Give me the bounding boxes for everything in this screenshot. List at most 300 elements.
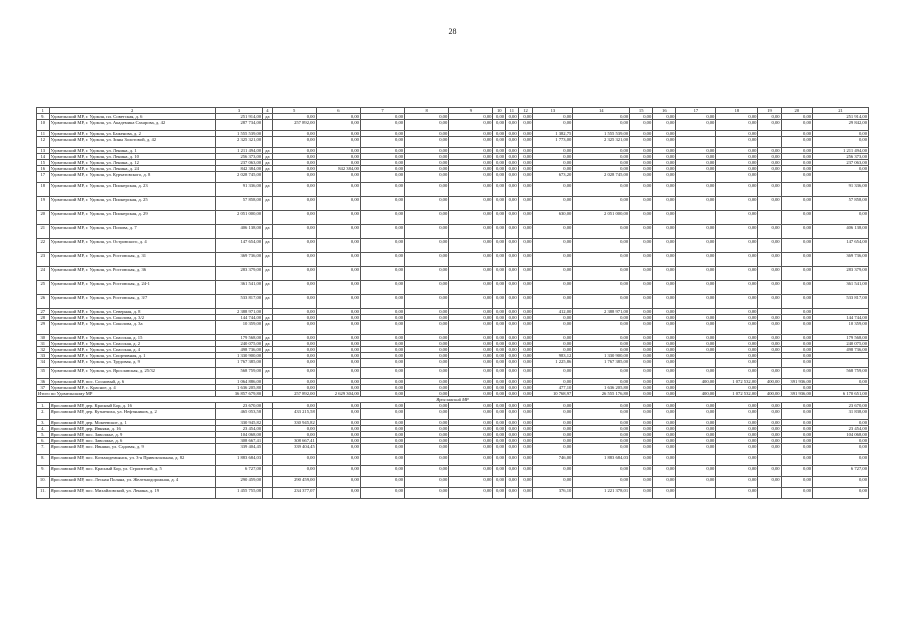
- table-cell: 0,00: [405, 114, 449, 120]
- table-row: [37, 359, 869, 368]
- table-cell: 0,00: [272, 385, 316, 391]
- table-cell: 0,00: [781, 160, 813, 166]
- table-cell: 0,00: [360, 253, 404, 267]
- table-cell: 0,00: [813, 211, 869, 225]
- table-cell: 0,00: [405, 148, 449, 154]
- table-cell: 0,00: [533, 239, 573, 253]
- table-cell: 0,00: [653, 455, 676, 466]
- table-cell: 308 667,41: [215, 438, 262, 444]
- total-cell: 1 072 532,00: [716, 391, 758, 397]
- table-cell: [758, 172, 781, 183]
- table-cell: 0,00: [630, 315, 653, 321]
- address-cell: Удомельский МР, г. Удомля, ул. Северная, д. 8: [49, 309, 215, 315]
- address-cell: Ярославский МР, пос. Заволжье, д. 9: [49, 432, 215, 438]
- total-cell: 0,00: [653, 391, 676, 397]
- table-cell: 0,00: [676, 166, 716, 172]
- table-cell: 251 914,00: [215, 114, 262, 120]
- table-cell: 0,00: [533, 420, 573, 426]
- table-cell: 6.: [37, 438, 50, 444]
- table-cell: 0,00: [653, 409, 676, 420]
- table-cell: 0,00: [272, 148, 316, 154]
- table-cell: 0,00: [653, 438, 676, 444]
- table-cell: 0,00: [506, 120, 519, 131]
- table-cell: 0,00: [272, 341, 316, 347]
- table-cell: 0,00: [506, 426, 519, 432]
- address-cell: Удомельский МР, г. Удомля, ул. Пионерская, д. 29: [49, 211, 215, 225]
- table-row: [37, 444, 869, 455]
- table-cell: 0,00: [630, 444, 653, 455]
- table-cell: 0,00: [316, 172, 360, 183]
- table-cell: 0,00: [653, 353, 676, 359]
- table-cell: 0,00: [781, 368, 813, 379]
- table-cell: 0,00: [493, 444, 506, 455]
- table-cell: 0,00: [758, 253, 781, 267]
- table-cell: 0,00: [449, 426, 493, 432]
- address-cell: Удомельский МР, г. Удомля, ул. Пионерская, д. 23: [49, 183, 215, 197]
- table-row: [37, 488, 869, 499]
- address-cell: Удомельский МР, с. Красное, д. 4: [49, 385, 215, 391]
- address-cell: Удомельский МР, г. Удомля, ул. Островского, д. 4: [49, 239, 215, 253]
- table-cell: 0,00: [533, 466, 573, 477]
- table-cell: 0,00: [493, 347, 506, 353]
- table-cell: 31 838,00: [813, 409, 869, 420]
- table-cell: 0,00: [676, 120, 716, 131]
- table-cell: 26: [37, 295, 50, 309]
- table-cell: 0,00: [493, 309, 506, 315]
- table-cell: 0,00: [493, 197, 506, 211]
- table-cell: 2 028 745,00: [215, 172, 262, 183]
- table-cell: 0,00: [360, 225, 404, 239]
- table-cell: 0,00: [405, 315, 449, 321]
- column-number: 20: [781, 108, 813, 114]
- table-cell: 0,00: [405, 197, 449, 211]
- table-cell: 0,00: [653, 420, 676, 426]
- table-cell: 147 654,00: [813, 239, 869, 253]
- table-cell: 0,00: [493, 131, 506, 137]
- table-cell: 0,00: [573, 160, 630, 166]
- column-number: 18: [716, 108, 758, 114]
- table-row: [37, 172, 869, 183]
- table-cell: 0,00: [630, 211, 653, 225]
- table-cell: 0,00: [653, 341, 676, 347]
- table-cell: [676, 488, 716, 499]
- table-cell: 104 068,00: [813, 432, 869, 438]
- table-cell: 13: [37, 148, 50, 154]
- table-cell: 0,00: [716, 183, 758, 197]
- table-cell: 0,00: [781, 315, 813, 321]
- table-cell: [263, 444, 272, 455]
- table-cell: 400,00: [758, 379, 781, 385]
- table-cell: 0,00: [316, 197, 360, 211]
- table-cell: 0,00: [316, 432, 360, 438]
- column-number: 14: [573, 108, 630, 114]
- table-cell: 1 064 886,00: [215, 379, 262, 385]
- table-cell: 0,00: [676, 444, 716, 455]
- address-cell: Удомельский МР, пос. Сосновый, д. 6: [49, 379, 215, 385]
- table-cell: 0,00: [449, 321, 493, 335]
- table-cell: 2 051 000,00: [215, 211, 262, 225]
- page-number: 28: [448, 27, 457, 36]
- table-cell: 22: [37, 239, 50, 253]
- table-cell: 0,00: [758, 420, 781, 426]
- table-cell: 0,00: [716, 347, 758, 353]
- table-cell: 0,00: [506, 385, 519, 391]
- table-cell: 1 330 900,00: [215, 353, 262, 359]
- table-cell: 104 068,00: [215, 432, 262, 438]
- table-cell: 0,00: [716, 160, 758, 166]
- table-cell: 0,00: [533, 426, 573, 432]
- table-cell: 0,00: [630, 281, 653, 295]
- table-cell: 0,00: [316, 154, 360, 160]
- table-cell: 0,00: [360, 267, 404, 281]
- table-cell: 0,00: [573, 166, 630, 172]
- table-cell: 0,00: [360, 120, 404, 131]
- table-cell: [263, 172, 272, 183]
- table-cell: 0,00: [716, 438, 758, 444]
- table-cell: 0,00: [781, 432, 813, 438]
- table-cell: 0,00: [573, 154, 630, 160]
- table-row: [37, 477, 869, 488]
- table-cell: 630,00: [533, 211, 573, 225]
- table-cell: да: [263, 197, 272, 211]
- table-cell: 0,00: [518, 444, 533, 455]
- table-cell: 0,00: [781, 120, 813, 131]
- address-cell: Ярославский МР, пос. Ивняки, ул. Садовая, д. 9: [49, 444, 215, 455]
- table-cell: 0,00: [316, 368, 360, 379]
- table-cell: 0,00: [449, 211, 493, 225]
- table-cell: 0,00: [360, 239, 404, 253]
- table-cell: 0,00: [653, 239, 676, 253]
- table-cell: 0,00: [653, 315, 676, 321]
- table-cell: 0,00: [653, 295, 676, 309]
- table-cell: 0,00: [360, 359, 404, 368]
- table-cell: 0,00: [518, 154, 533, 160]
- table-cell: 406 138,00: [813, 225, 869, 239]
- table-cell: 0,00: [573, 114, 630, 120]
- table-cell: 57 858,00: [813, 197, 869, 211]
- table-cell: 0,00: [781, 341, 813, 347]
- table-cell: 0,00: [518, 403, 533, 409]
- table-cell: 0,00: [449, 295, 493, 309]
- table-row: [37, 295, 869, 309]
- table-cell: 0,00: [493, 335, 506, 341]
- table-cell: 0,00: [533, 197, 573, 211]
- table-cell: 2 388 971,00: [573, 309, 630, 315]
- total-cell: 257 892,00: [272, 391, 316, 397]
- table-cell: 0,00: [360, 409, 404, 420]
- table-cell: 0,00: [781, 403, 813, 409]
- table-cell: 0,00: [653, 488, 676, 499]
- table-cell: 0,00: [716, 455, 758, 466]
- table-cell: 0,00: [573, 403, 630, 409]
- table-cell: 1 455 755,08: [215, 488, 262, 499]
- table-cell: 0,00: [758, 341, 781, 347]
- table-cell: 25: [37, 281, 50, 295]
- table-cell: 842 384,00: [215, 166, 262, 172]
- table-cell: 0,00: [405, 353, 449, 359]
- total-cell: 0,00: [518, 391, 533, 397]
- table-cell: 0,00: [360, 455, 404, 466]
- table-cell: 0,00: [716, 309, 758, 315]
- table-cell: 0,00: [518, 137, 533, 148]
- table-cell: 0,00: [630, 114, 653, 120]
- table-cell: 0,00: [758, 321, 781, 335]
- table-cell: 0,00: [493, 403, 506, 409]
- table-cell: 0,00: [716, 466, 758, 477]
- table-cell: 0,00: [316, 160, 360, 166]
- table-cell: 2 028 745,00: [573, 172, 630, 183]
- table-cell: 0,00: [653, 172, 676, 183]
- table-cell: 0,00: [716, 172, 758, 183]
- table-row: [37, 267, 869, 281]
- table-cell: 0,00: [518, 160, 533, 166]
- table-cell: 37: [37, 385, 50, 391]
- table-cell: 0,00: [533, 444, 573, 455]
- table-cell: 0,00: [676, 160, 716, 166]
- table-cell: 0,00: [758, 225, 781, 239]
- table-cell: 0,00: [272, 183, 316, 197]
- table-cell: 11.: [37, 488, 50, 499]
- table-cell: [813, 172, 869, 183]
- table-cell: 23 454,00: [813, 426, 869, 432]
- table-cell: 533 817,00: [813, 295, 869, 309]
- table-cell: 0,00: [676, 341, 716, 347]
- table-cell: 465 053,58: [215, 409, 262, 420]
- table-cell: 0,00: [493, 321, 506, 335]
- table-row: [37, 137, 869, 148]
- table-cell: 0,00: [630, 455, 653, 466]
- table-cell: 0,00: [316, 353, 360, 359]
- table-cell: 0,00: [758, 183, 781, 197]
- table-cell: 0,00: [493, 477, 506, 488]
- total-cell: 400,00: [676, 391, 716, 397]
- table-cell: 0,00: [506, 347, 519, 353]
- table-cell: 0,00: [506, 341, 519, 347]
- table-cell: 0,00: [405, 267, 449, 281]
- table-cell: 0,00: [573, 315, 630, 321]
- table-cell: 0,00: [316, 253, 360, 267]
- table-cell: 400,00: [676, 379, 716, 385]
- table-cell: 1 211 494,00: [813, 148, 869, 154]
- table-cell: 0,00: [506, 335, 519, 341]
- table-cell: 0,00: [493, 225, 506, 239]
- table-cell: 0,00: [573, 253, 630, 267]
- table-cell: 369 736,00: [813, 253, 869, 267]
- table-row: [37, 225, 869, 239]
- table-cell: 0,00: [493, 148, 506, 154]
- table-cell: 0,00: [506, 438, 519, 444]
- table-cell: 0,00: [653, 131, 676, 137]
- table-cell: 0,00: [316, 347, 360, 353]
- table-cell: 0,00: [676, 239, 716, 253]
- table-cell: [263, 488, 272, 499]
- table-cell: 0,00: [506, 353, 519, 359]
- table-cell: 91 336,00: [215, 183, 262, 197]
- table-cell: 0,00: [518, 253, 533, 267]
- table-cell: 0,00: [506, 368, 519, 379]
- table-cell: 0,00: [781, 225, 813, 239]
- table-cell: 0,00: [272, 403, 316, 409]
- table-cell: 8.: [37, 455, 50, 466]
- table-cell: 0,00: [573, 281, 630, 295]
- table-cell: 0,00: [272, 239, 316, 253]
- address-cell: Удомельский МР, г. Удомля, ул. Ленина, д. 12: [49, 160, 215, 166]
- table-cell: 0,00: [316, 488, 360, 499]
- table-cell: 0,00: [518, 114, 533, 120]
- table-cell: 0,00: [405, 253, 449, 267]
- table-cell: 0,00: [573, 120, 630, 131]
- table-cell: 0,00: [272, 197, 316, 211]
- table-cell: 0,00: [630, 225, 653, 239]
- table-cell: 0,00: [573, 183, 630, 197]
- table-cell: 0,00: [518, 166, 533, 172]
- table-cell: 0,00: [676, 432, 716, 438]
- table-cell: 0,00: [449, 166, 493, 172]
- table-cell: 0,00: [716, 335, 758, 341]
- table-cell: 2 388 971,00: [215, 309, 262, 315]
- table-cell: 842 384,00: [316, 166, 360, 172]
- table-cell: 0,00: [653, 477, 676, 488]
- table-cell: 0,00: [630, 359, 653, 368]
- table-cell: 0,00: [676, 148, 716, 154]
- address-cell: Удомельский МР, г. Удомля, ул. Трудовая, д. 9: [49, 359, 215, 368]
- table-cell: 0,00: [716, 295, 758, 309]
- table-cell: 0,00: [781, 455, 813, 466]
- table-cell: 11: [37, 131, 50, 137]
- table-cell: 0,00: [758, 335, 781, 341]
- address-cell: Ярославский МР, пос. Красный Бор, ул. Строителей, д. 5: [49, 466, 215, 477]
- table-cell: 0,00: [316, 225, 360, 239]
- table-cell: 0,00: [518, 385, 533, 391]
- table-cell: 0,00: [716, 321, 758, 335]
- table-cell: 0,00: [506, 321, 519, 335]
- table-cell: 0,00: [716, 253, 758, 267]
- table-cell: 0,00: [493, 267, 506, 281]
- address-cell: Удомельский МР, г. Удомля, ул. Спортивная, д. 1: [49, 353, 215, 359]
- table-cell: 0,00: [493, 359, 506, 368]
- address-cell: Ярославский МР, пос. Михайловский, ул. Ленина, д. 19: [49, 488, 215, 499]
- address-cell: Удомельский МР, г. Удомля, ул. Ленина, д. 1: [49, 148, 215, 154]
- table-cell: 0,00: [405, 295, 449, 309]
- table-cell: 0,00: [573, 379, 630, 385]
- table-cell: 0,00: [573, 409, 630, 420]
- address-cell: Удомельский МР, г. Удомля, ул. Попова, д. 7: [49, 225, 215, 239]
- address-cell: Удомельский МР, г. Удомля, ул. Спасская, д. 4: [49, 347, 215, 353]
- table-cell: 0,00: [573, 295, 630, 309]
- table-cell: 330 945,82: [272, 420, 316, 426]
- table-row: [37, 253, 869, 267]
- table-cell: 0,00: [506, 137, 519, 148]
- table-cell: 0,00: [360, 172, 404, 183]
- address-cell: Удомельский МР, г. Удомля, ул. Академика Сахарова, д. 42: [49, 120, 215, 131]
- table-cell: 0,00: [493, 315, 506, 321]
- total-label: Итого по Удомельскому МР: [37, 391, 216, 397]
- table-cell: 0,00: [653, 154, 676, 160]
- table-cell: 1 221 378,01: [573, 488, 630, 499]
- table-cell: 251 914,00: [813, 114, 869, 120]
- table-cell: 0,00: [506, 466, 519, 477]
- table-cell: 0,00: [781, 295, 813, 309]
- table-cell: [676, 172, 716, 183]
- table-cell: [263, 359, 272, 368]
- address-cell: Удомельский МР, г. Удомля, ул. Ростовская, д. 31: [49, 253, 215, 267]
- total-cell: 0,00: [630, 391, 653, 397]
- table-cell: 0,00: [716, 225, 758, 239]
- table-cell: 144 744,00: [215, 315, 262, 321]
- table-cell: 0,00: [506, 267, 519, 281]
- table-cell: 0,00: [360, 335, 404, 341]
- table-cell: 0,00: [653, 347, 676, 353]
- table-cell: 498 736,00: [215, 347, 262, 353]
- section-title: Ярославский МР: [37, 397, 869, 403]
- table-cell: 30: [37, 335, 50, 341]
- table-cell: 0,00: [716, 403, 758, 409]
- table-cell: 0,00: [533, 120, 573, 131]
- table-cell: 10 359,00: [215, 321, 262, 335]
- table-cell: 0,00: [506, 166, 519, 172]
- table-cell: 0,00: [630, 488, 653, 499]
- column-number: 11: [506, 108, 519, 114]
- table-cell: 0,00: [533, 438, 573, 444]
- table-cell: 147 654,00: [215, 239, 262, 253]
- table-cell: 0,00: [272, 353, 316, 359]
- table-cell: 12: [37, 137, 50, 148]
- total-cell: 400,00: [758, 391, 781, 397]
- table-cell: 0,00: [518, 197, 533, 211]
- table-cell: 330 945,82: [215, 420, 262, 426]
- table-cell: 0,00: [405, 444, 449, 455]
- table-cell: 0,00: [449, 239, 493, 253]
- table-cell: 0,00: [405, 281, 449, 295]
- table-cell: 0,00: [676, 347, 716, 353]
- table-cell: 0,00: [449, 379, 493, 385]
- table-cell: [676, 455, 716, 466]
- table-cell: 0,00: [360, 403, 404, 409]
- table-cell: 0,00: [758, 403, 781, 409]
- table-cell: 0,00: [506, 409, 519, 420]
- table-cell: 391 936,00: [781, 379, 813, 385]
- table-cell: 0,00: [653, 335, 676, 341]
- table-cell: да: [263, 114, 272, 120]
- table-cell: 0,00: [360, 368, 404, 379]
- table-cell: 0,00: [781, 409, 813, 420]
- table-cell: 0,00: [630, 166, 653, 172]
- table-cell: 0,00: [449, 281, 493, 295]
- address-cell: Удомельский МР, г. Удомля, ул. Спасская, д. 15: [49, 335, 215, 341]
- table-cell: 0,00: [316, 444, 360, 455]
- table-cell: 0,00: [716, 426, 758, 432]
- table-cell: 0,00: [272, 359, 316, 368]
- table-cell: 0,00: [653, 281, 676, 295]
- table-cell: 0,00: [272, 315, 316, 321]
- table-cell: 0,00: [676, 154, 716, 160]
- address-cell: Ярославский МР, пос. Козьмодемьянск, ул. 3-я Привокзальная, д. 82: [49, 455, 215, 466]
- table-cell: 0,00: [716, 488, 758, 499]
- table-cell: 0,00: [716, 197, 758, 211]
- table-cell: 0,00: [758, 477, 781, 488]
- address-cell: Удомельский МР, г. Удомля, ул. Ростовская, д. 3/7: [49, 295, 215, 309]
- table-cell: 24: [37, 267, 50, 281]
- table-cell: 0,00: [573, 426, 630, 432]
- table-cell: 0,00: [272, 309, 316, 315]
- table-cell: 0,00: [272, 379, 316, 385]
- table-cell: 0,00: [506, 295, 519, 309]
- table-cell: 477,10: [533, 385, 573, 391]
- table-cell: 10: [37, 120, 50, 131]
- table-cell: 0,00: [449, 197, 493, 211]
- table-cell: 57 858,00: [215, 197, 262, 211]
- table-cell: да: [263, 341, 272, 347]
